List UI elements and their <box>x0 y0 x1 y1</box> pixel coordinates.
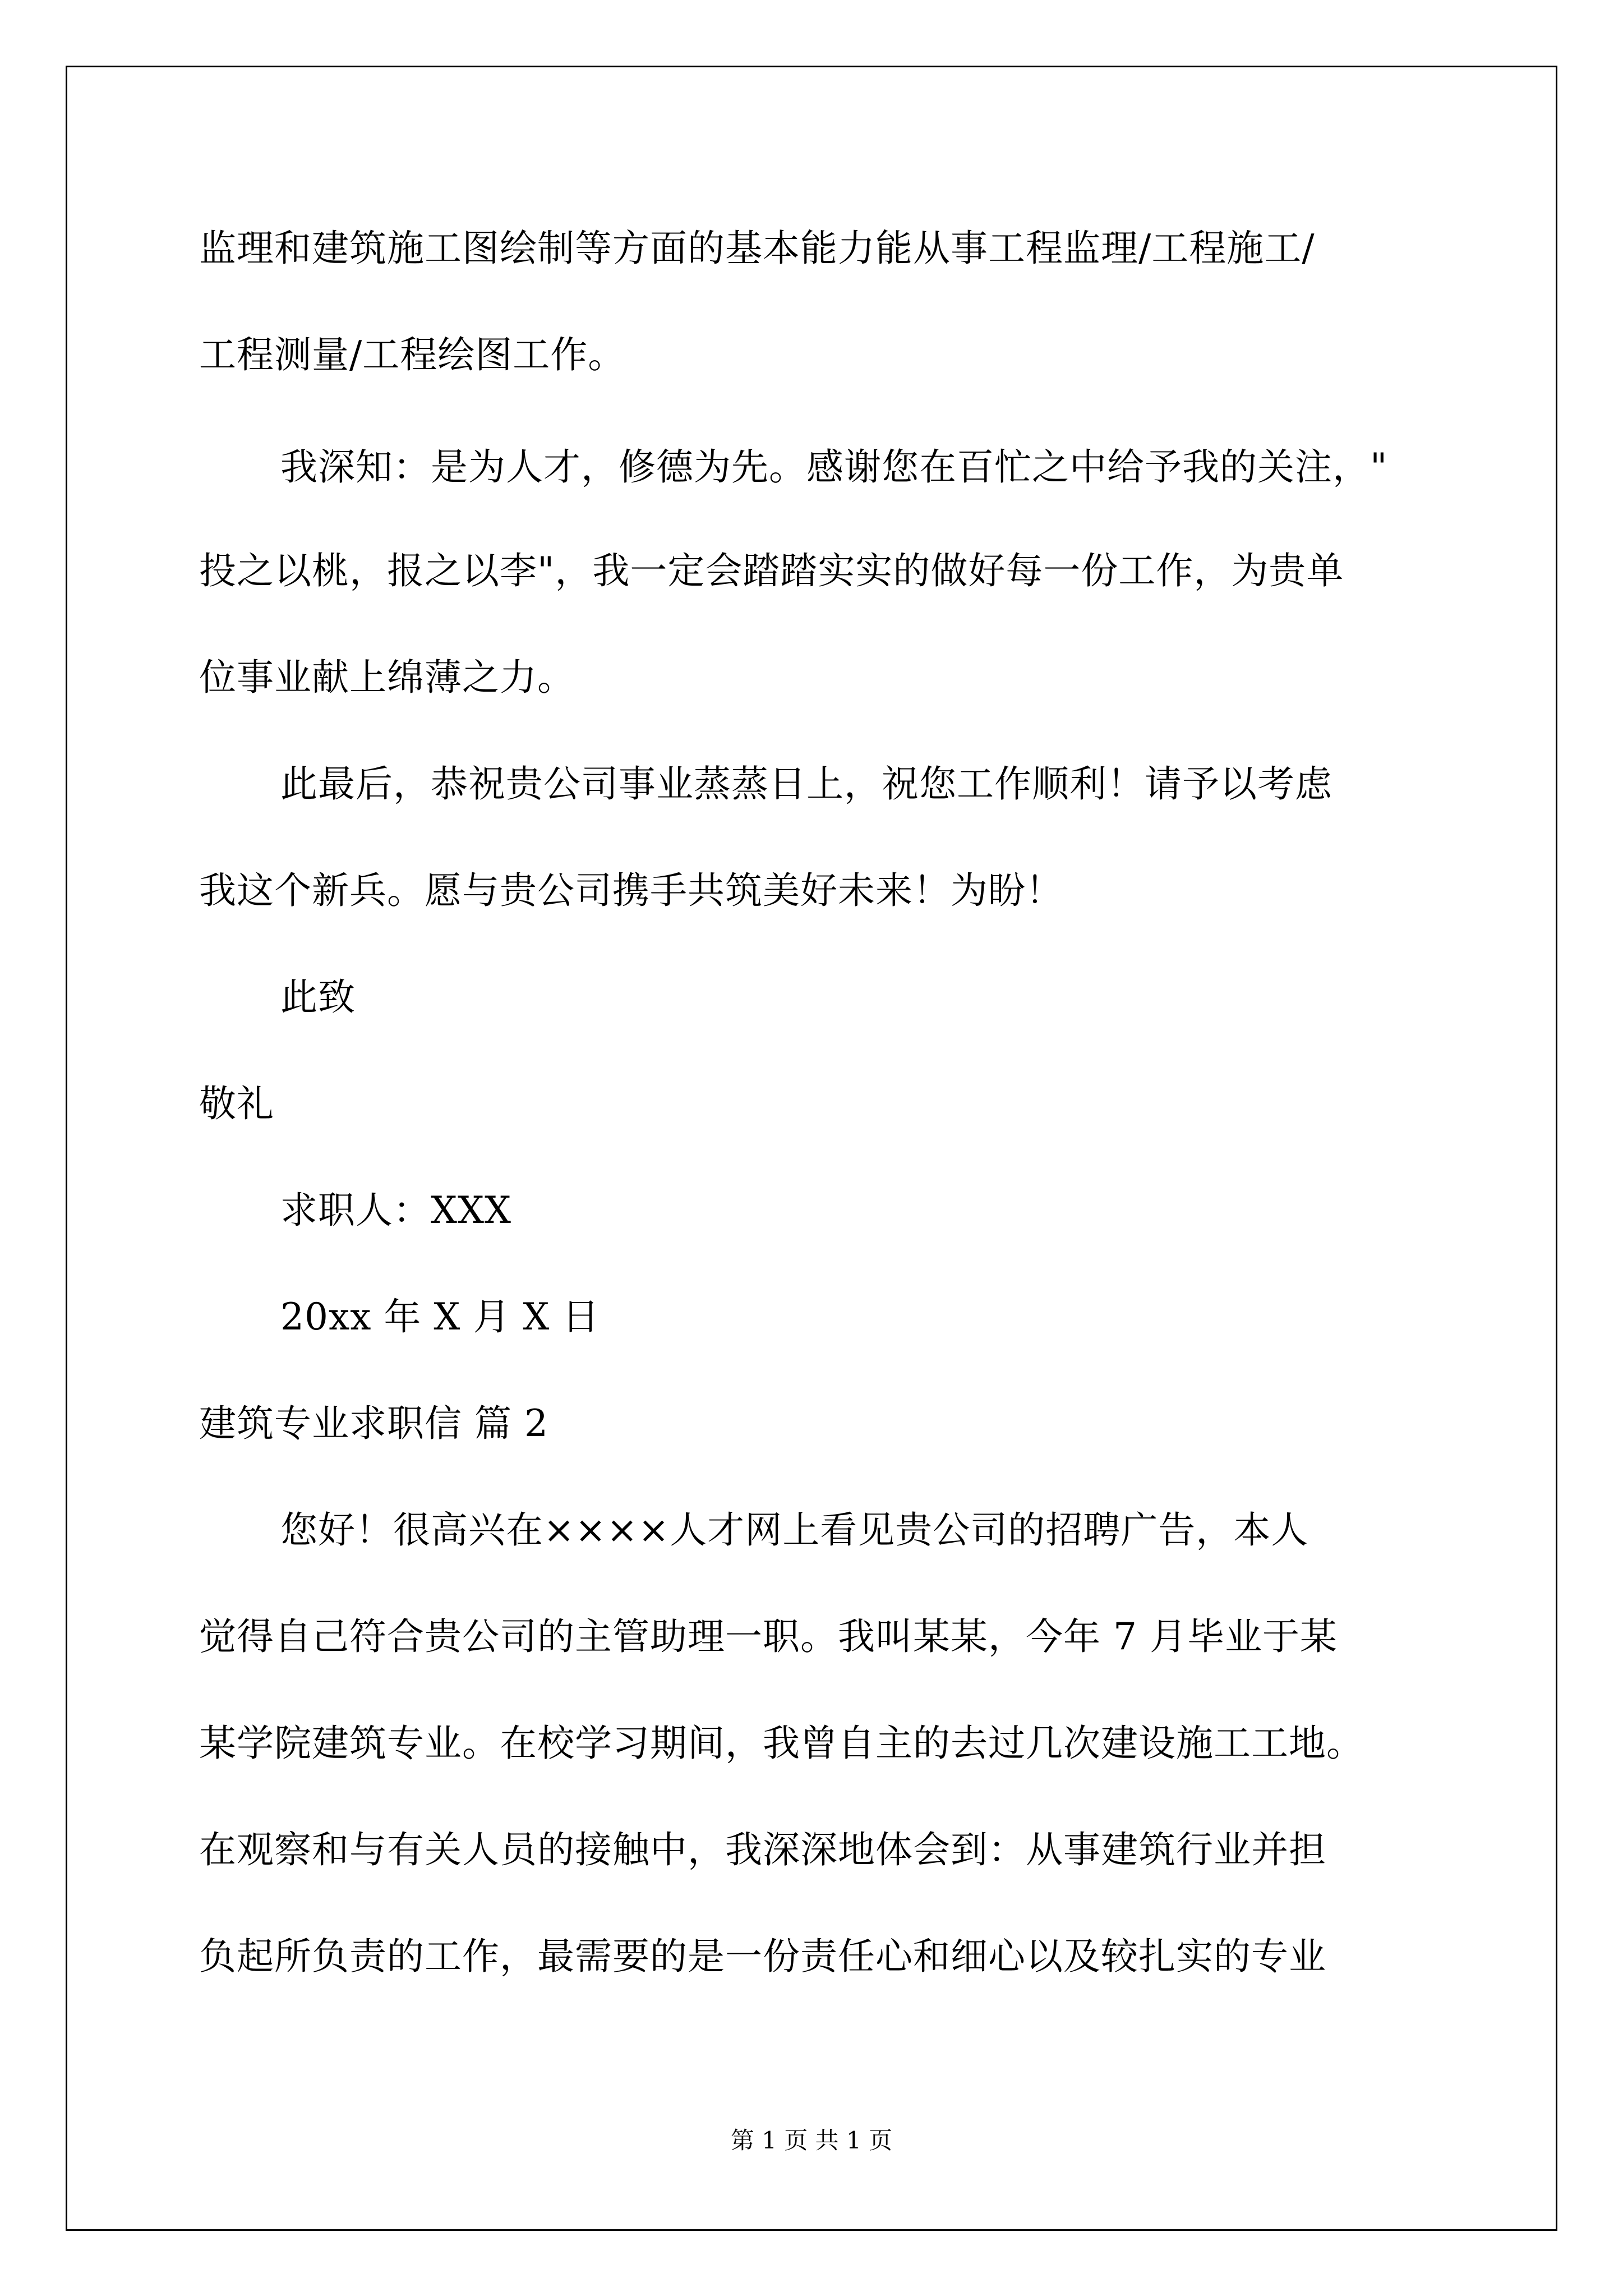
text-line: 此最后，恭祝贵公司事业蒸蒸日上，祝您工作顺利！请予以考虑 <box>280 762 1332 806</box>
closing-regards: 敬礼 <box>199 1082 274 1125</box>
text-line: 投之以桃，报之以李"，我一定会踏踏实实的做好每一份工作，为贵单 <box>199 549 1344 592</box>
applicant-signature: 求职人：XXX <box>280 1189 511 1232</box>
text-line: 我这个新兵。愿与贵公司携手共筑美好未来！为盼！ <box>199 869 1063 912</box>
text-line: 我深知：是为人才，修德为先。感谢您在百忙之中给予我的关注，" <box>280 445 1388 489</box>
text-line: 在观察和与有关人员的接触中，我深深地体会到：从事建筑行业并担 <box>199 1828 1326 1871</box>
text-line: 您好！很高兴在××××人才网上看见贵公司的招聘广告，本人 <box>280 1508 1309 1552</box>
text-line: 位事业献上绵薄之力。 <box>199 656 575 699</box>
section-heading: 建筑专业求职信 篇 2 <box>199 1402 548 1445</box>
text-line: 某学院建筑专业。在校学习期间，我曾自主的去过几次建设施工工地。 <box>199 1722 1364 1765</box>
text-line: 负起所负责的工作，最需要的是一份责任心和细心以及较扎实的专业 <box>199 1935 1326 1978</box>
page-number-footer: 第 1 页 共 1 页 <box>730 2127 893 2154</box>
page-border <box>66 66 1557 2231</box>
closing-salutation: 此致 <box>280 976 356 1019</box>
text-line: 监理和建筑施工图绘制等方面的基本能力能从事工程监理/工程施工/ <box>199 227 1315 270</box>
letter-date: 20xx 年 X 月 X 日 <box>280 1295 600 1338</box>
text-line: 工程测量/工程绘图工作。 <box>199 333 626 376</box>
text-line: 觉得自己符合贵公司的主管助理一职。我叫某某，今年 7 月毕业于某 <box>199 1615 1338 1658</box>
